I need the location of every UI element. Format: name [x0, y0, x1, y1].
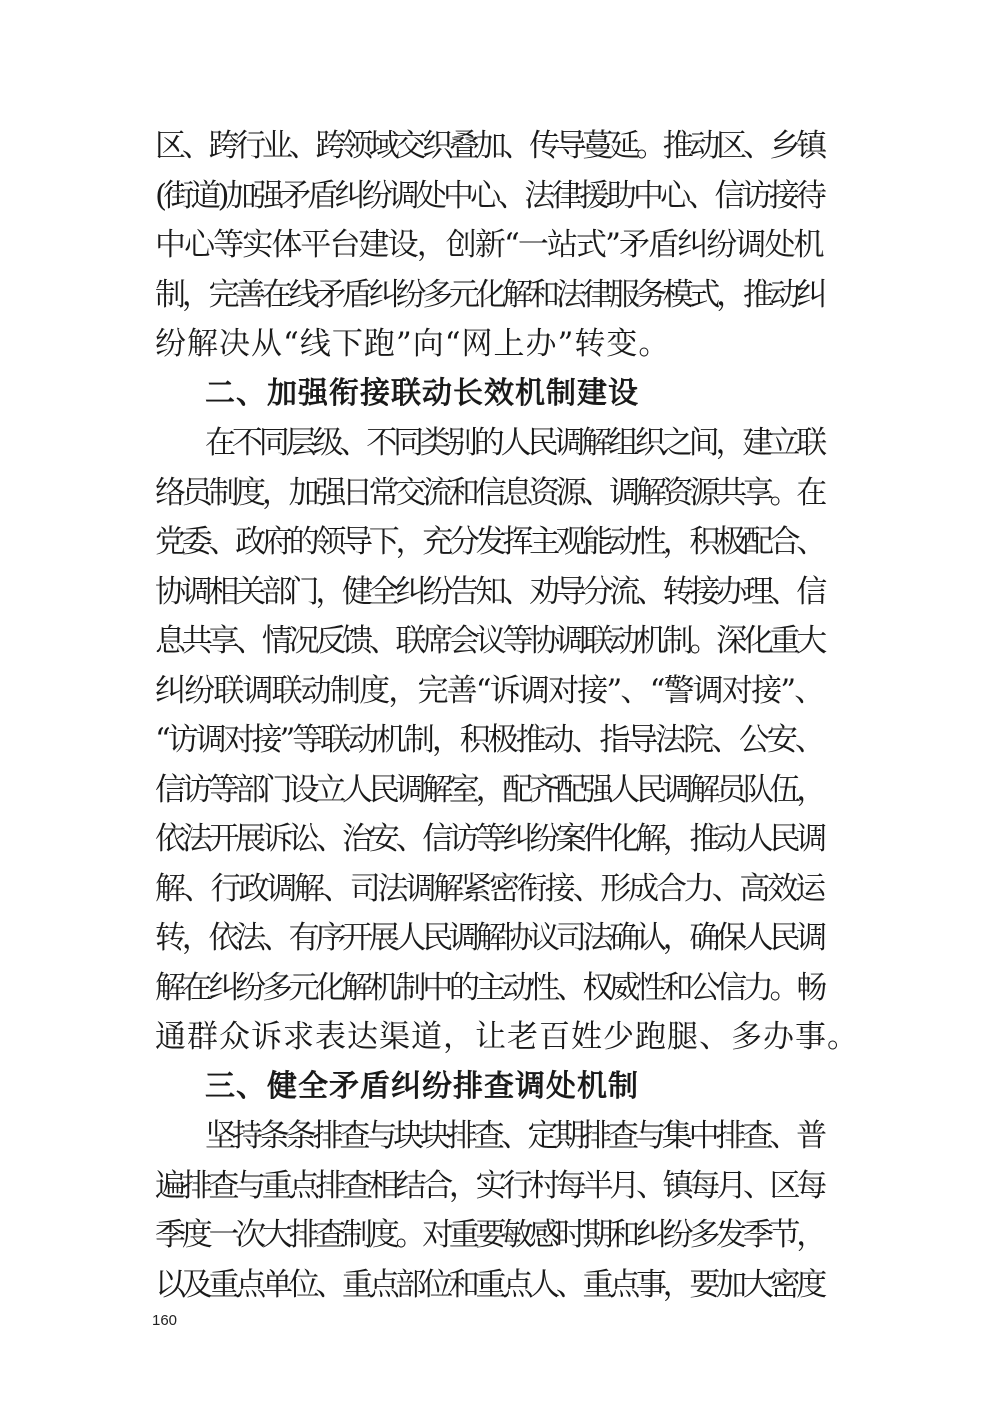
paragraph-line: 遍排查与重点排查相结合，实行村每半月、镇每月、区每: [155, 1168, 823, 1204]
paragraph-line: 坚持条条排查与块块排查、定期排查与集中排查、普: [205, 1118, 824, 1154]
paragraph-line: 通群众诉求表达渠道，让老百姓少跑腿、多办事。: [155, 1019, 859, 1055]
paragraph-line: 息共享、情况反馈、联席会议等协调联动机制。深化重大: [155, 623, 823, 659]
paragraph-line: 转，依法、有序开展人民调解协议司法确认，确保人民调: [155, 920, 823, 956]
paragraph-line: 以及重点单位、重点部位和重点人、重点事，要加大密度: [155, 1267, 823, 1303]
paragraph-line: 区、跨行业、跨领域交织叠加、传导蔓延。推动区、乡镇: [155, 128, 823, 164]
paragraph-line: “访调对接”等联动机制，积极推动、指导法院、公安、: [155, 722, 823, 758]
paragraph-line: 依法开展诉讼、治安、信访等纠纷案件化解，推动人民调: [155, 821, 823, 857]
section-heading: 三、健全矛盾纠纷排查调处机制: [205, 1069, 639, 1104]
paragraph-line: 解在纠纷多元化解机制中的主动性、权威性和公信力。畅: [155, 970, 823, 1006]
paragraph-line: 信访等部门设立人民调解室，配齐配强人民调解员队伍，: [155, 772, 823, 808]
page-number: 160: [152, 1312, 178, 1329]
paragraph-line: 制，完善在线矛盾纠纷多元化解和法律服务模式，推动纠: [155, 277, 823, 313]
paragraph-line: 络员制度，加强日常交流和信息资源、调解资源共享。在: [155, 475, 823, 511]
section-heading: 二、加强衔接联动长效机制建设: [205, 376, 639, 411]
paragraph-line: 纷解决从“线下跑”向“网上办”转变。: [155, 326, 671, 362]
paragraph-line: 在不同层级、不同类别的人民调解组织之间，建立联: [205, 425, 824, 461]
paragraph-line: 党委、政府的领导下，充分发挥主观能动性，积极配合、: [155, 524, 823, 560]
paragraph-line: 纠纷联调联动制度，完善“诉调对接”、“警调对接”、: [155, 673, 824, 709]
paragraph-line: 中心等实体平台建设，创新“一站式”矛盾纠纷调处机: [155, 227, 823, 263]
paragraph-line: (街道)加强矛盾纠纷调处中心、法律援助中心、信访接待: [155, 178, 824, 214]
paragraph-line: 季度一次大排查制度。对重要敏感时期和纠纷多发季节，: [155, 1217, 823, 1253]
paragraph-line: 协调相关部门，健全纠纷告知、劝导分流、转接办理、信: [155, 574, 823, 610]
paragraph-line: 解、行政调解、司法调解紧密衔接、形成合力、高效运: [155, 871, 823, 907]
